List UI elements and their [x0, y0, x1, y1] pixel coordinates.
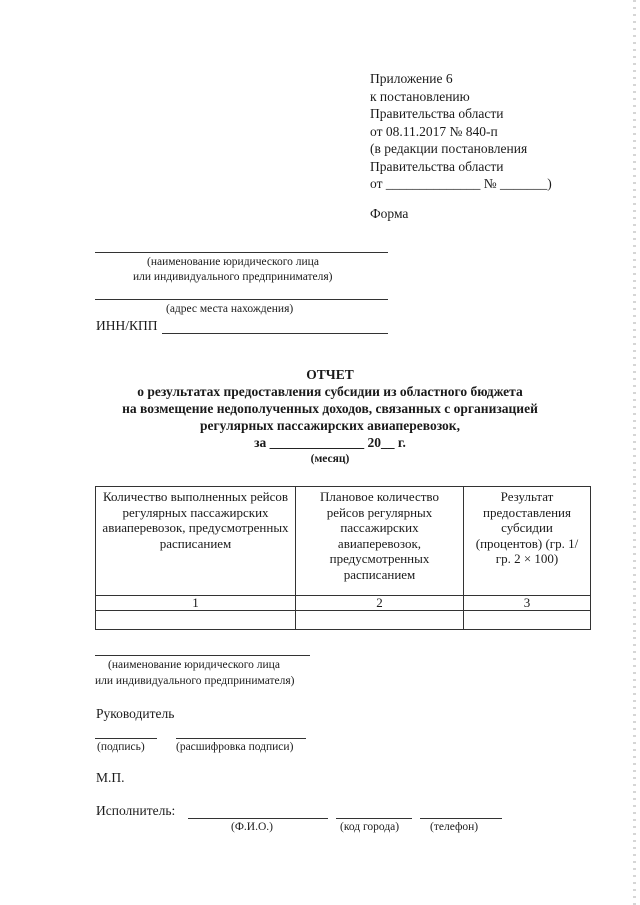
appendix-line: от ______________ № _______): [370, 176, 552, 191]
signature-line[interactable]: [95, 738, 157, 739]
report-title: [80, 366, 580, 468]
inn-label: ИНН/КПП: [96, 318, 158, 333]
city-code-line[interactable]: [336, 818, 412, 819]
footer-org-caption: или индивидуального предпринимателя): [95, 675, 295, 687]
table-cell[interactable]: [464, 611, 591, 630]
fio-caption: (Ф.И.О.): [231, 821, 273, 833]
head-label: Руководитель: [96, 706, 175, 721]
footer-org-caption: (наименование юридического лица: [108, 659, 280, 671]
appendix-line: Правительства области: [370, 158, 504, 174]
title-line: регулярных пассажирских авиаперевозок,: [200, 418, 460, 433]
title-line: о результатах предоставления субсидии из областного бюджета: [137, 384, 523, 399]
column-number: 2: [296, 596, 464, 611]
title-period-line: за ______________ 20__ г.: [254, 435, 406, 450]
appendix-line: (в редакции постановления: [370, 141, 528, 156]
stamp-label: М.П.: [96, 770, 125, 785]
appendix-line: Правительства области: [370, 106, 504, 121]
phone-line[interactable]: [420, 818, 502, 819]
appendix-line: Приложение 6: [370, 71, 453, 86]
signature-decode-caption: (расшифровка подписи): [176, 741, 294, 753]
column-number: 1: [96, 596, 296, 611]
table-number-row: [96, 596, 591, 611]
appendix-line: к постановлению: [370, 88, 470, 104]
appendix-block: [370, 70, 552, 193]
phone-caption: (телефон): [430, 821, 479, 833]
table-cell[interactable]: [296, 611, 464, 630]
month-caption: (месяц): [310, 453, 350, 465]
address-line[interactable]: [95, 299, 388, 300]
org-name-line[interactable]: [95, 252, 388, 253]
signature-decode-line[interactable]: [176, 738, 306, 739]
table-cell[interactable]: [96, 611, 296, 630]
inn-line[interactable]: [162, 333, 388, 334]
appendix-line: от 08.11.2017 № 840-п: [370, 123, 498, 139]
address-caption: (адрес места нахождения): [166, 303, 294, 315]
org-name-caption: (наименование юридического лица: [147, 256, 319, 268]
report-table: [95, 486, 591, 630]
signature-caption: (подпись): [97, 741, 145, 753]
table-header-cell: Плановое количество рейсов регулярных пассажирских авиаперевозок, предусмотренных расписанием: [296, 487, 464, 596]
executor-label: Исполнитель:: [96, 803, 176, 818]
title-line: на возмещение недополученных доходов, связанных с организацией: [122, 401, 538, 416]
title-line: ОТЧЕТ: [306, 367, 354, 382]
footer-org-line[interactable]: [95, 655, 310, 656]
table-row: [96, 611, 591, 630]
column-number: 3: [464, 596, 591, 611]
fio-line[interactable]: [188, 818, 328, 819]
city-code-caption: (код города): [340, 821, 400, 833]
scan-edge-artifact: [633, 0, 636, 905]
table-header-row: [96, 487, 591, 596]
table-header-cell: Результат предоставления субсидии (процентов) (гр. 1/ гр. 2 × 100): [464, 487, 591, 596]
org-name-caption: или индивидуального предпринимателя): [133, 271, 333, 283]
table-header-cell: Количество выполненных рейсов регулярных пассажирских авиаперевозок, предусмотренных расписанием: [96, 487, 296, 596]
form-label: Форма: [370, 206, 409, 221]
